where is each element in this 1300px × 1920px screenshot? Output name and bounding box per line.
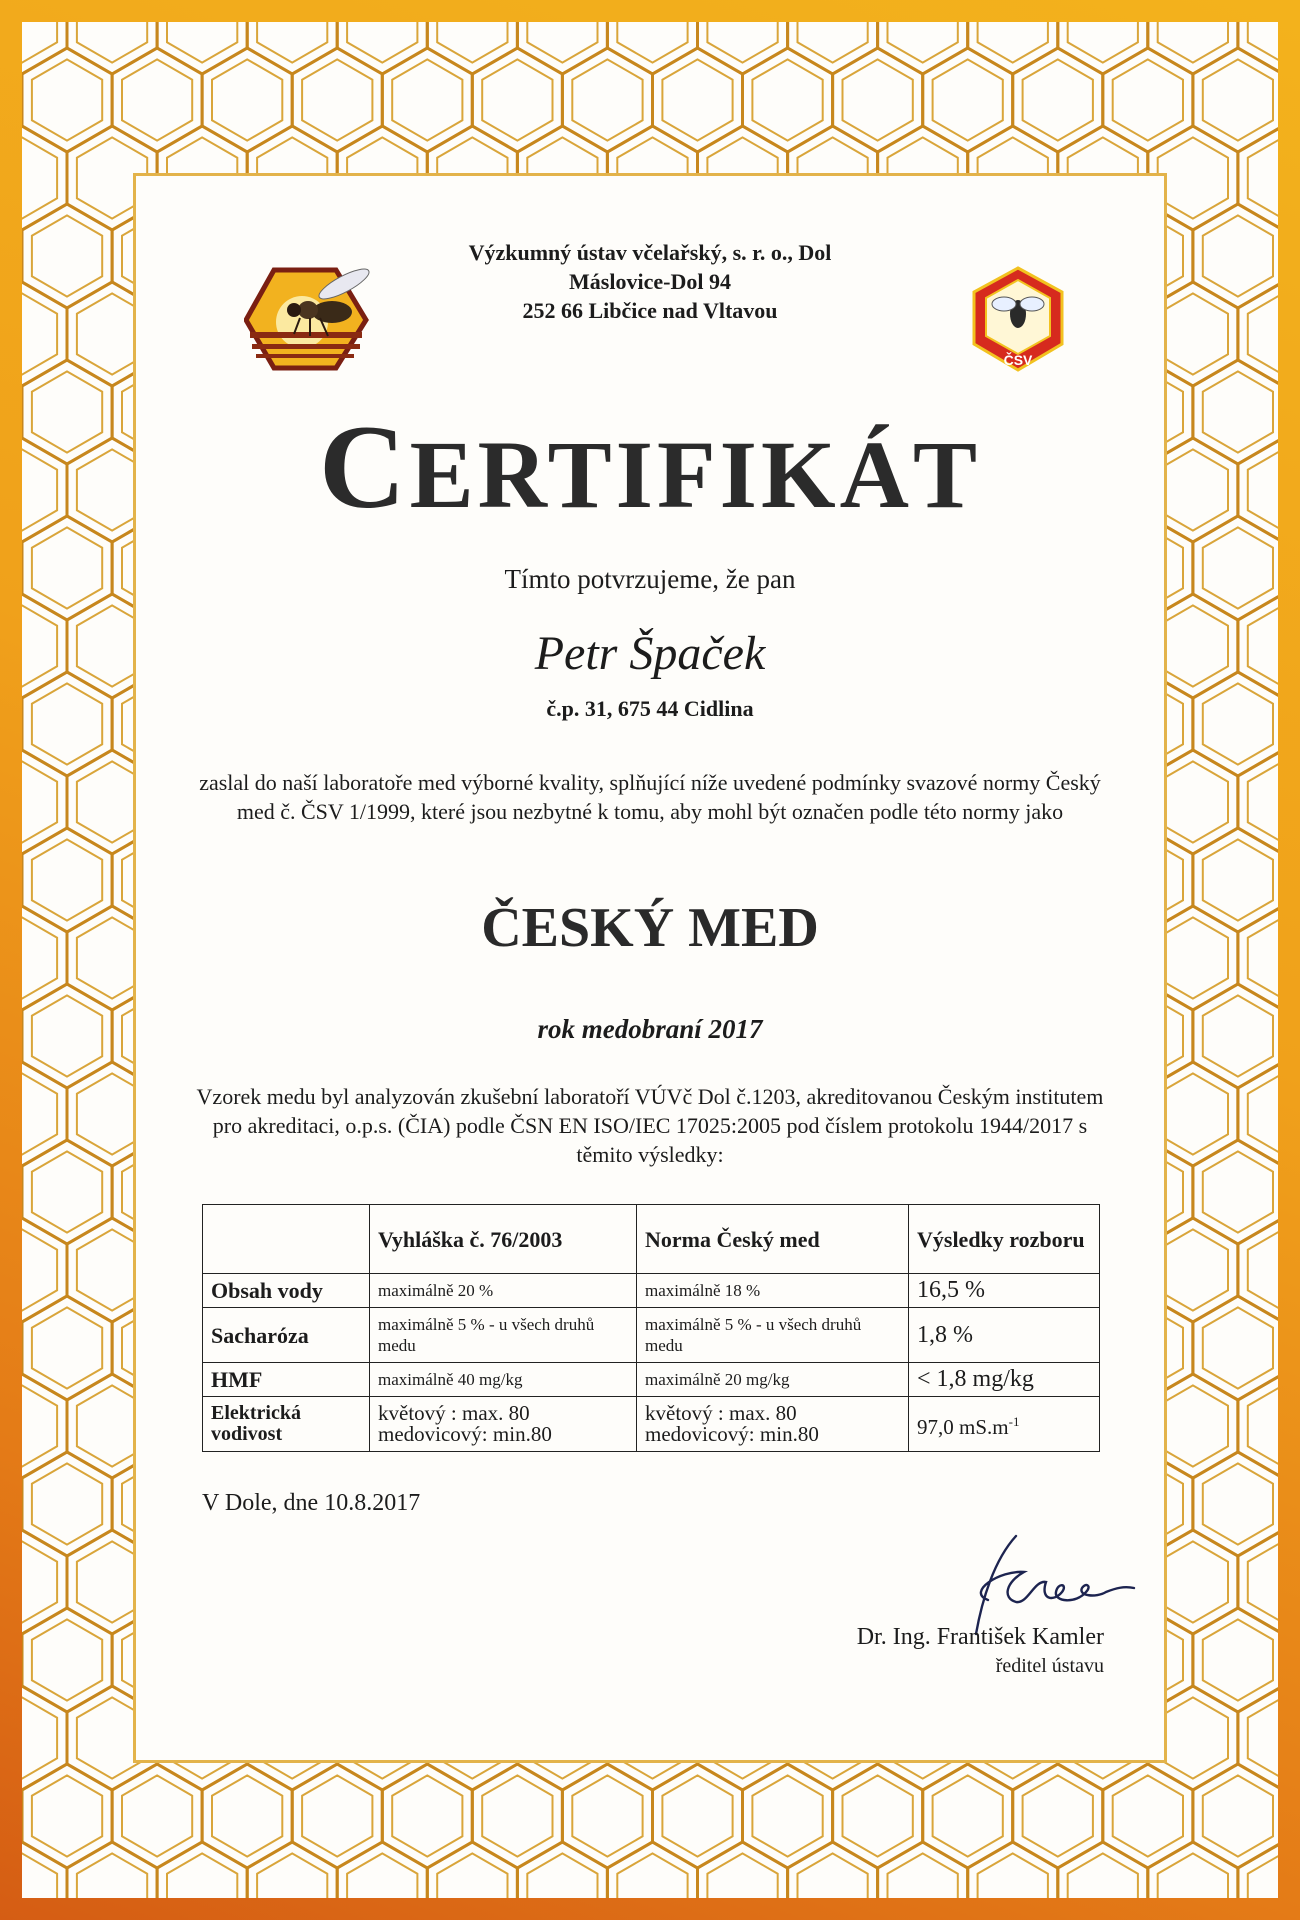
honeycomb-cell: [798, 1853, 868, 1898]
table-header-row: [203, 1205, 1100, 1274]
table-row: [203, 1308, 1100, 1363]
honeycomb-cell: [653, 48, 743, 152]
honeycomb-cell: [112, 48, 202, 152]
decree-line: květový : max. 80: [378, 1401, 530, 1425]
honeycomb-cell: [1203, 1151, 1273, 1232]
honeycomb-cell: [1203, 1775, 1273, 1856]
honeycomb-cell: [122, 1775, 192, 1856]
honeycomb-cell: [302, 59, 372, 140]
honeycomb-cell: [1148, 1842, 1238, 1898]
honeycomb-cell: [437, 1853, 507, 1898]
honeycomb-cell: [1203, 1463, 1273, 1544]
honeycomb-cell: [1068, 22, 1138, 63]
honeycomb-cell: [1023, 59, 1093, 140]
honeycomb-cell: [572, 1775, 642, 1856]
honeycomb-cell: [923, 1764, 1013, 1868]
norm-line: květový : max. 80: [645, 1401, 797, 1425]
honeycomb-cell: [1013, 1764, 1103, 1868]
honeycomb-cell: [1158, 293, 1228, 374]
decree-cell: maximálně 5 % - u všech druhů medu: [370, 1308, 637, 1363]
honeycomb-cell: [752, 1775, 822, 1856]
norm-line: medovicový: min.80: [645, 1422, 819, 1446]
honeycomb-cell: [337, 1842, 427, 1898]
honeycomb-cell: [1248, 1385, 1278, 1466]
honeycomb-cell: [978, 22, 1048, 63]
honeycomb-cell: [653, 1764, 743, 1868]
honeycomb-cell: [382, 1764, 472, 1868]
honeycomb-cell: [22, 761, 57, 842]
honeycomb-cell: [167, 22, 237, 63]
honeycomb-cell: [1248, 1541, 1278, 1622]
honeycomb-cell: [968, 1842, 1058, 1898]
honeycomb-cell: [1158, 605, 1228, 686]
honeycomb-cell: [112, 1764, 202, 1868]
honeycomb-cell: [1203, 215, 1273, 296]
honeycomb-cell: [472, 48, 562, 152]
honeycomb-cell: [22, 1764, 112, 1868]
honeycomb-cell: [1248, 1073, 1278, 1154]
norm-cell: maximálně 5 % - u všech druhů medu: [637, 1308, 909, 1363]
honeycomb-cell: [617, 22, 687, 63]
table-row: [203, 1363, 1100, 1397]
result-exponent: -1: [1008, 1413, 1020, 1429]
honeycomb-cell: [788, 1842, 878, 1898]
honeycomb-cell: [1203, 839, 1273, 920]
decree-cell: maximálně 40 mg/kg: [370, 1363, 637, 1397]
honeycomb-cell: [888, 22, 958, 63]
confirmation-text: Tímto potvrzujeme, že pan: [504, 564, 796, 594]
param-cell: Elektrická vodivost: [203, 1397, 370, 1452]
result-cell: 16,5 %: [909, 1274, 1100, 1308]
honeycomb-cell: [347, 22, 417, 63]
honeycomb-cell: [22, 516, 112, 620]
honeycomb-cell: [212, 1775, 282, 1856]
honeycomb-cell: [1203, 995, 1273, 1076]
honeycomb-cell: [933, 1775, 1003, 1856]
certificate-title: [136, 398, 1164, 536]
param-cell: Obsah vody: [203, 1274, 370, 1308]
honeycomb-cell: [32, 1619, 102, 1700]
honeycomb-cell: [427, 1842, 517, 1898]
honeycomb-cell: [32, 59, 102, 140]
honeycomb-cell: [743, 1764, 833, 1868]
table-row: [203, 1274, 1100, 1308]
honeycomb-cell: [22, 1296, 112, 1400]
honeycomb-cell: [202, 48, 292, 152]
signer-role: ředitel ústavu: [995, 1655, 1104, 1677]
honeycomb-cell: [22, 672, 112, 776]
honeycomb-cell: [607, 1842, 697, 1898]
honeycomb-cell: [32, 839, 102, 920]
place-date: V Dole, dne 10.8.2017: [202, 1490, 421, 1516]
honeycomb-cell: [572, 59, 642, 140]
honeycomb-cell: [482, 59, 552, 140]
honeycomb-cell: [878, 1842, 968, 1898]
honeycomb-cell: [1238, 1842, 1278, 1898]
honeycomb-cell: [1248, 449, 1278, 530]
recipient-name: Petr Špaček: [534, 627, 766, 680]
honeycomb-cell: [517, 1842, 607, 1898]
result-cell: 1,8 %: [909, 1308, 1100, 1363]
honeycomb-cell: [32, 683, 102, 764]
honeycomb-cell: [1158, 761, 1228, 842]
signer-block: [857, 1624, 1104, 1678]
analysis-note: Vzorek medu byl analyzován zkušební laboratoří VÚVč Dol č.1203, akreditovanou Českým institutem pro akreditaci, o.p.s. (ČIA) podle ČSN EN ISO/IEC 17025:2005 pod číslem protokolu 1944/2017 s těmito výsledky:: [196, 1084, 1104, 1167]
honeycomb-cell: [22, 1452, 112, 1556]
honeycomb-cell: [1248, 1697, 1278, 1778]
honeycomb-cell: [32, 1463, 102, 1544]
norm-cell: maximálně 20 mg/kg: [637, 1363, 909, 1397]
recipient-address: č.p. 31, 675 44 Cidlina: [546, 696, 754, 721]
honeycomb-cell: [1158, 137, 1228, 218]
honeycomb-cell: [1013, 48, 1103, 152]
header-norm: Norma Český med: [637, 1205, 909, 1274]
honeycomb-cell: [22, 1541, 57, 1622]
honeycomb-cell: [482, 1775, 552, 1856]
honeycomb-cell: [22, 1697, 57, 1778]
param-cell: Sacharóza: [203, 1308, 370, 1363]
honeycomb-cell: [22, 1229, 57, 1310]
honeycomb-cell: [22, 360, 112, 464]
honeycomb-cell: [32, 527, 102, 608]
honeycomb-cell: [347, 1853, 417, 1898]
honeycomb-cell: [698, 1842, 788, 1898]
certificate-paper: [136, 176, 1164, 1760]
honeycomb-cell: [292, 1764, 382, 1868]
honeycomb-cell: [292, 48, 382, 152]
honeycomb-cell: [798, 22, 868, 63]
honeycomb-cell: [257, 1853, 327, 1898]
honeycomb-cell: [392, 1775, 462, 1856]
honeycomb-cell: [437, 22, 507, 63]
honeycomb-cell: [1158, 1229, 1228, 1310]
result-cell: [909, 1397, 1100, 1452]
honeycomb-cell: [1103, 1764, 1193, 1868]
honeycomb-cell: [1158, 22, 1228, 63]
honeycomb-cell: [923, 48, 1013, 152]
honeycomb-cell: [707, 22, 777, 63]
honeycomb-cell: [1058, 1842, 1148, 1898]
honeycomb-cell: [472, 1764, 562, 1868]
csv-logo: [970, 266, 1066, 379]
honeycomb-cell: [1158, 449, 1228, 530]
honeycomb-cell: [562, 48, 652, 152]
norm-cell: maximálně 18 %: [637, 1274, 909, 1308]
honeycomb-cell: [1158, 917, 1228, 998]
honeycomb-cell: [707, 1853, 777, 1898]
honeycomb-cell: [212, 59, 282, 140]
header-result: Výsledky rozboru: [909, 1205, 1100, 1274]
honeycomb-cell: [32, 215, 102, 296]
product-name: ČESKÝ MED: [481, 897, 819, 959]
honeycomb-cell: [22, 605, 57, 686]
honeycomb-cell: [1203, 683, 1273, 764]
honeycomb-cell: [978, 1853, 1048, 1898]
honeycomb-cell: [1113, 1775, 1183, 1856]
honeycomb-cell: [22, 1385, 57, 1466]
honeycomb-cell: [843, 59, 913, 140]
honeycomb-cell: [1158, 1385, 1228, 1466]
result-cell: < 1,8 mg/kg: [909, 1363, 1100, 1397]
honeycomb-cell: [1203, 527, 1273, 608]
honeycomb-cell: [1203, 1619, 1273, 1700]
honeycomb-cell: [933, 59, 1003, 140]
header-decree: Vyhláška č. 76/2003: [370, 1205, 637, 1274]
honeycomb-cell: [1023, 1775, 1093, 1856]
honeycomb-cell: [1248, 1229, 1278, 1310]
institute-city: 252 66 Libčice nad Vltavou: [522, 298, 778, 323]
csv-logo-text: ČSV: [1003, 352, 1033, 368]
title-rest: ERTIFIKÁT: [409, 421, 982, 528]
honeycomb-cell: [662, 1775, 732, 1856]
honeycomb-cell: [1068, 1853, 1138, 1898]
statement-text: zaslal do naší laboratoře med výborné kvality, splňující níže uvedené podmínky svazové normy Český med č. ČSV 1/1999, které jsou nezbytné k tomu, aby mohl být označen podle této normy jako: [199, 770, 1101, 824]
honeycomb-cell: [32, 995, 102, 1076]
honeycomb-cell: [1248, 761, 1278, 842]
honeycomb-cell: [833, 1764, 923, 1868]
honeycomb-cell: [662, 59, 732, 140]
honeycomb-cell: [22, 449, 57, 530]
honeycomb-cell: [22, 1140, 112, 1244]
honeycomb-cell: [843, 1775, 913, 1856]
honeycomb-cell: [302, 1775, 372, 1856]
honeycomb-cell: [22, 48, 112, 152]
honeycomb-cell: [1248, 605, 1278, 686]
honeycomb-cell: [32, 1151, 102, 1232]
honeycomb-cell: [77, 22, 147, 63]
honeycomb-cell: [1158, 1541, 1228, 1622]
honeycomb-cell: [32, 1307, 102, 1388]
honeycomb-cell: [1113, 59, 1183, 140]
honeycomb-cell: [1158, 1853, 1228, 1898]
institute-name: Výzkumný ústav včelařský, s. r. o., Dol: [468, 240, 832, 265]
honeycomb-cell: [22, 1842, 67, 1898]
table-row: [203, 1397, 1100, 1452]
result-value: 97,0 mS.m: [917, 1414, 1009, 1439]
honeycomb-cell: [1203, 1307, 1273, 1388]
honeycomb-cell: [392, 59, 462, 140]
honeycomb-cell: [833, 48, 923, 152]
honeycomb-cell: [743, 48, 833, 152]
honeycomb-cell: [22, 204, 112, 308]
header-empty: [203, 1205, 370, 1274]
honeycomb-cell: [1158, 1697, 1228, 1778]
decree-line: medovicový: min.80: [378, 1422, 552, 1446]
honeycomb-cell: [1203, 59, 1273, 140]
institute-street: Máslovice-Dol 94: [569, 269, 731, 294]
honeycomb-cell: [1103, 48, 1193, 152]
honeycomb-cell: [67, 1842, 157, 1898]
signer-name: Dr. Ing. František Kamler: [856, 1624, 1104, 1650]
param-cell: HMF: [203, 1363, 370, 1397]
harvest-year: rok medobraní 2017: [537, 1014, 763, 1044]
honeycomb-cell: [157, 1842, 247, 1898]
honeycomb-cell: [22, 828, 112, 932]
honeycomb-cell: [22, 1608, 112, 1712]
honeycomb-cell: [122, 59, 192, 140]
decree-cell: maximálně 20 %: [370, 1274, 637, 1308]
norm-cell: [637, 1397, 909, 1452]
honeycomb-cell: [382, 48, 472, 152]
honeycomb-cell: [22, 1073, 57, 1154]
honeycomb-cell: [617, 1853, 687, 1898]
honeycomb-cell: [22, 984, 112, 1088]
honeycomb-cell: [22, 137, 57, 218]
title-initial: C: [318, 400, 410, 533]
honeycomb-cell: [1248, 137, 1278, 218]
honeycomb-cell: [32, 371, 102, 452]
honeycomb-cell: [22, 917, 57, 998]
honeycomb-cell: [32, 1775, 102, 1856]
honeycomb-cell: [202, 1764, 292, 1868]
honeycomb-cell: [562, 1764, 652, 1868]
honeycomb-cell: [1248, 293, 1278, 374]
honeycomb-cell: [257, 22, 327, 63]
decree-cell: [370, 1397, 637, 1452]
honeycomb-cell: [247, 1842, 337, 1898]
honeycomb-cell: [22, 293, 57, 374]
honeycomb-cell: [1248, 917, 1278, 998]
honeycomb-cell: [888, 1853, 958, 1898]
honeycomb-cell: [22, 22, 67, 74]
honeycomb-cell: [1203, 371, 1273, 452]
honeycomb-cell: [167, 1853, 237, 1898]
honeycomb-cell: [77, 1853, 147, 1898]
honeycomb-cell: [752, 59, 822, 140]
honeycomb-cell: [527, 22, 597, 63]
honeycomb-cell: [527, 1853, 597, 1898]
results-table: [202, 1204, 1100, 1452]
honeycomb-cell: [1158, 1073, 1228, 1154]
